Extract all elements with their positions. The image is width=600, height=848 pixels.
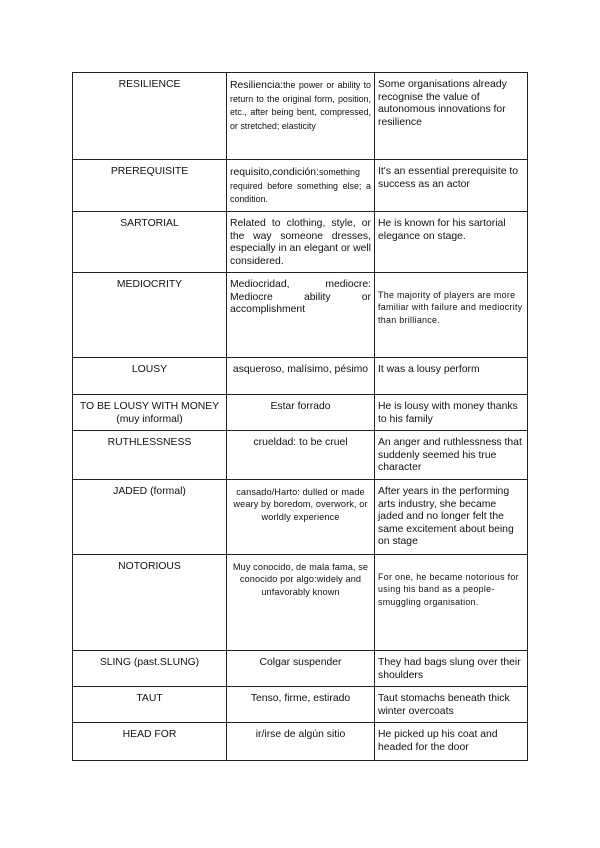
definition-cell: crueldad: to be cruel [227,431,375,480]
definition-rest: something required before something else; a condition. [230,167,371,205]
term-cell: RUTHLESSNESS [73,431,227,480]
term-cell: MEDIOCRITY [73,273,227,358]
definition-cell [227,73,375,160]
example-cell: He is known for his sartorial elegance on stage. [375,212,528,273]
table-row [73,431,528,480]
example-cell: Taut stomachs beneath thick winter overcoats [375,687,528,723]
example-cell: He is lousy with money thanks to his family [375,395,528,431]
definition-cell: Related to clothing, style, or the way someone dresses, especially in an elegant or well considered. [227,212,375,273]
example-cell: For one, he became notorious for using his band as a people-smuggling organisation. [375,555,528,651]
vocabulary-table [72,72,528,761]
definition-cell: Tenso, firme, estirado [227,687,375,723]
table-row [73,723,528,761]
table-row [73,395,528,431]
definition-lead: Resiliencia: [230,80,284,91]
term-cell: SARTORIAL [73,212,227,273]
definition-lead: requisito,condición: [230,167,319,178]
term-cell: RESILIENCE [73,73,227,160]
table-row [73,73,528,160]
table-row [73,273,528,358]
table-row [73,555,528,651]
example-cell: Some organisations already recognise the value of autonomous innovations for resilience [375,73,528,160]
definition-cell: ir/irse de algún sitio [227,723,375,761]
example-cell: An anger and ruthlessness that suddenly seemed his true character [375,431,528,480]
term-cell: PREREQUISITE [73,160,227,212]
definition-rest: the power or ability to return to the original form, position, etc., after being bent, compressed, or stretched; elasticity [230,80,371,131]
example-cell: They had bags slung over their shoulders [375,651,528,687]
definition-cell: Estar forrado [227,395,375,431]
example-cell: He picked up his coat and headed for the door [375,723,528,761]
example-cell: After years in the performing arts industry, she became jaded and no longer felt the same excitement about being on stage [375,480,528,555]
table-row [73,212,528,273]
term-cell: LOUSY [73,358,227,395]
definition-cell: Muy conocido, de mala fama, se conocido por algo:widely and unfavorably known [227,555,375,651]
table-row [73,687,528,723]
definition-cell: cansado/Harto: dulled or made weary by boredom, overwork, or worldly experience [227,480,375,555]
example-cell: It was a lousy perform [375,358,528,395]
definition-cell: Mediocridad, mediocre: Mediocre ability or accomplishment [227,273,375,358]
term-cell: TAUT [73,687,227,723]
example-cell: It's an essential prerequisite to success as an actor [375,160,528,212]
example-cell: The majority of players are more familiar with failure and mediocrity than brilliance. [375,273,528,358]
term-cell: SLING (past.SLUNG) [73,651,227,687]
definition-cell: asqueroso, malísimo, pésimo [227,358,375,395]
table-row [73,480,528,555]
term-cell: HEAD FOR [73,723,227,761]
term-cell: TO BE LOUSY WITH MONEY (muy informal) [73,395,227,431]
table-row [73,160,528,212]
term-cell: JADED (formal) [73,480,227,555]
table-row [73,358,528,395]
definition-cell: Colgar suspender [227,651,375,687]
definition-cell [227,160,375,212]
term-cell: NOTORIOUS [73,555,227,651]
table-row [73,651,528,687]
